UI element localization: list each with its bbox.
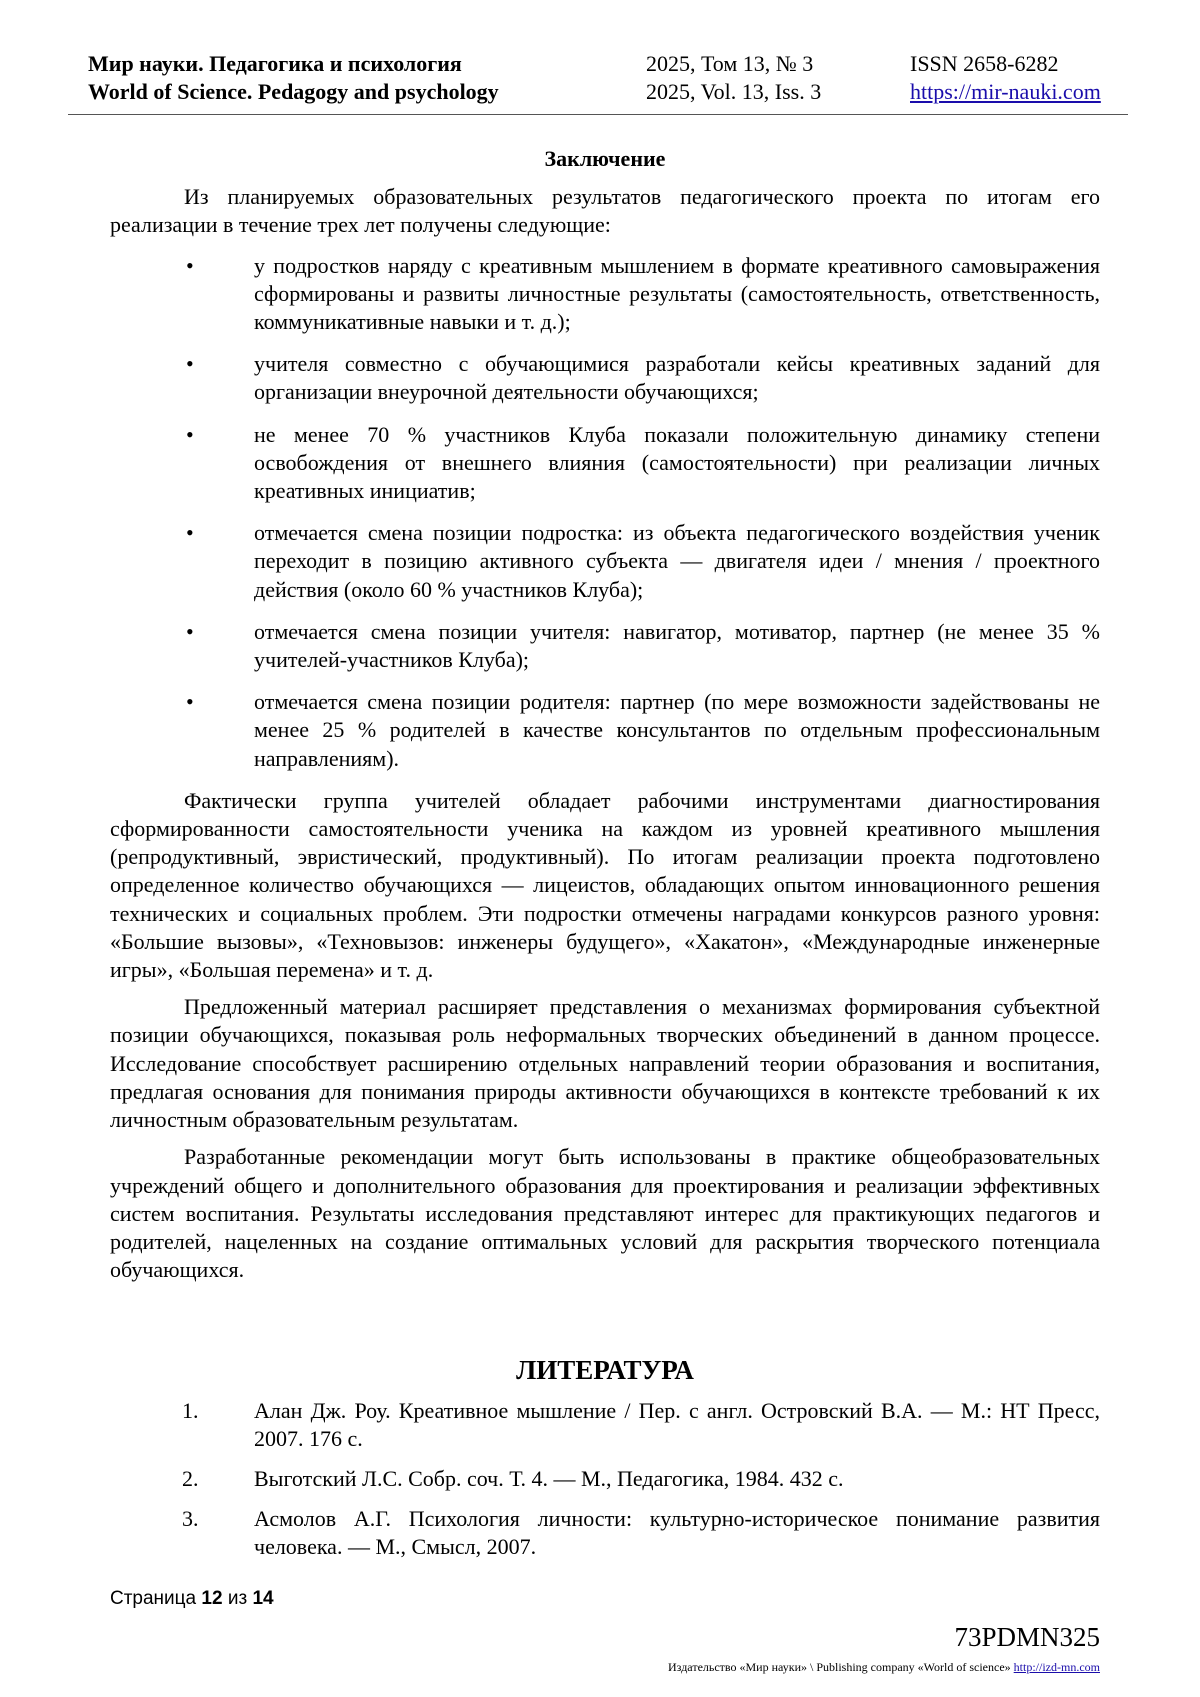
bullet-icon: • (186, 351, 194, 377)
list-item-text: отмечается смена позиции родителя: партнер (по мере возможности задействованы не менее 25 % родителей в качестве консультантов по отдельным профессиональным направлениям). (254, 689, 1100, 771)
conclusion-title: Заключение (544, 146, 666, 171)
paragraph: Предложенный материал расширяет представления о механизмах формирования субъектной позиции обучающихся, показывая роль неформальных творческих объединений в данном процессе. Исследование способствует расширению отдельных направлений теории образования и воспитания, предлагая основания для понимания природы активности обучающихся в контексте требований к их личностным образовательным результатам. (110, 994, 1100, 1133)
list-item (110, 350, 1100, 406)
reference-text: Асмолов А.Г. Психология личности: культурно-историческое понимание развития человека. — М., Смысл, 2007. (254, 1506, 1100, 1560)
list-item (110, 421, 1100, 506)
reference-number: 2. (182, 1465, 199, 1491)
reference-item (110, 1505, 1100, 1561)
article-body (110, 145, 1100, 1574)
reference-text: Алан Дж. Роу. Креативное мышление / Пер. с англ. Островский В.А. — М.: НТ Пресс, 2007. 176 с. (254, 1397, 1100, 1451)
list-item (110, 688, 1100, 773)
bullet-icon: • (186, 421, 194, 447)
paragraph: Фактически группа учителей обладает рабочими инструментами диагностирования сформированности самостоятельности ученика на каждом из уровней креативного мышления (репродуктивный, эвристический, продуктивный). По итогам реализации проекта подготовлено определенное количество обучающихся — лицеистов, обладающих опытом инновационного решения технических и социальных проблем. Эти подростки отмечены наградами конкурсов разного уровня: «Большие вызовы», «Техновызов: инженеры будущего», «Хакатон», «Международные инженерные игры», «Большая перемена» и т. д. (110, 787, 1100, 983)
reference-text: Выготский Л.С. Собр. соч. Т. 4. — М., Педагогика, 1984. 432 с. (254, 1465, 844, 1491)
list-item-text: у подростков наряду с креативным мышлением в формате креативного самовыражения сформированы и развиты личностные результаты (самостоятельность, ответственность, коммуникативные навыки и т. д.); (254, 252, 1100, 335)
reference-number: 3. (182, 1506, 199, 1532)
list-item (110, 519, 1100, 604)
issue-info-en: 2025, Vol. 13, Iss. 3 (646, 79, 822, 104)
journal-header (68, 50, 1128, 115)
journal-title-en: World of Science. Pedagogy and psychology (88, 79, 499, 104)
issue-info-ru: 2025, Том 13, № 3 (646, 51, 814, 76)
list-item-text: отмечается смена позиции учителя: навигатор, мотиватор, партнер (не менее 35 % учителей-участников Клуба); (254, 618, 1100, 673)
page-of: из (227, 1588, 248, 1609)
list-item (110, 618, 1100, 674)
results-list (110, 252, 1100, 773)
page-current: 12 (201, 1588, 223, 1609)
issn-block (910, 50, 1101, 106)
reference-item (110, 1465, 1100, 1493)
journal-title-ru: Мир науки. Педагогика и психология (88, 51, 462, 76)
page-number (110, 1588, 274, 1610)
references-list (110, 1397, 1100, 1562)
conclusion-intro: Из планируемых образовательных результатов педагогического проекта по итогам его реализации в течение трех лет получены следующие: (110, 184, 1100, 238)
issue-info-block (646, 50, 821, 106)
list-item-text: учителя совместно с обучающимися разработали кейсы креативных заданий для организации внеурочной деятельности обучающихся; (254, 351, 1100, 405)
reference-item (110, 1397, 1100, 1453)
list-item (110, 252, 1100, 337)
bullet-icon: • (186, 252, 194, 278)
bullet-icon: • (186, 689, 194, 715)
bullet-icon: • (186, 520, 194, 546)
journal-title-block (88, 50, 499, 106)
reference-number: 1. (182, 1397, 199, 1423)
document-code: 73PDMN325 (954, 1622, 1100, 1652)
publisher-line (668, 1660, 1100, 1675)
journal-link[interactable]: https://mir-nauki.com (910, 79, 1101, 104)
publisher-link[interactable]: http://izd-mn.com (1013, 1660, 1100, 1674)
list-item-text: отмечается смена позиции подростка: из объекта педагогического воздействия ученик переходит в позицию активного субъекта — двигателя идеи / мнения / проектного действия (около 60 % участников Клуба); (254, 520, 1100, 602)
references-title: ЛИТЕРАТУРА (516, 1355, 694, 1386)
paragraph: Разработанные рекомендации могут быть использованы в практике общеобразовательных учреждений общего и дополнительного образования для проектирования и реализации эффективных систем воспитания. Результаты исследования представляют интерес для практикующих педагогов и родителей, нацеленных на создание оптимальных условий для раскрытия творческого потенциала обучающихся. (110, 1144, 1100, 1283)
page-word: Страница (110, 1588, 197, 1609)
bullet-icon: • (186, 618, 194, 644)
page-total: 14 (252, 1588, 274, 1609)
issn: ISSN 2658-6282 (910, 51, 1059, 76)
publisher-text: Издательство «Мир науки» \ Publishing company «World of science» (668, 1660, 1011, 1674)
list-item-text: не менее 70 % участников Клуба показали положительную динамику степени освобождения от внешнего влияния (самостоятельности) при реализации личных креативных инициатив; (254, 421, 1100, 504)
